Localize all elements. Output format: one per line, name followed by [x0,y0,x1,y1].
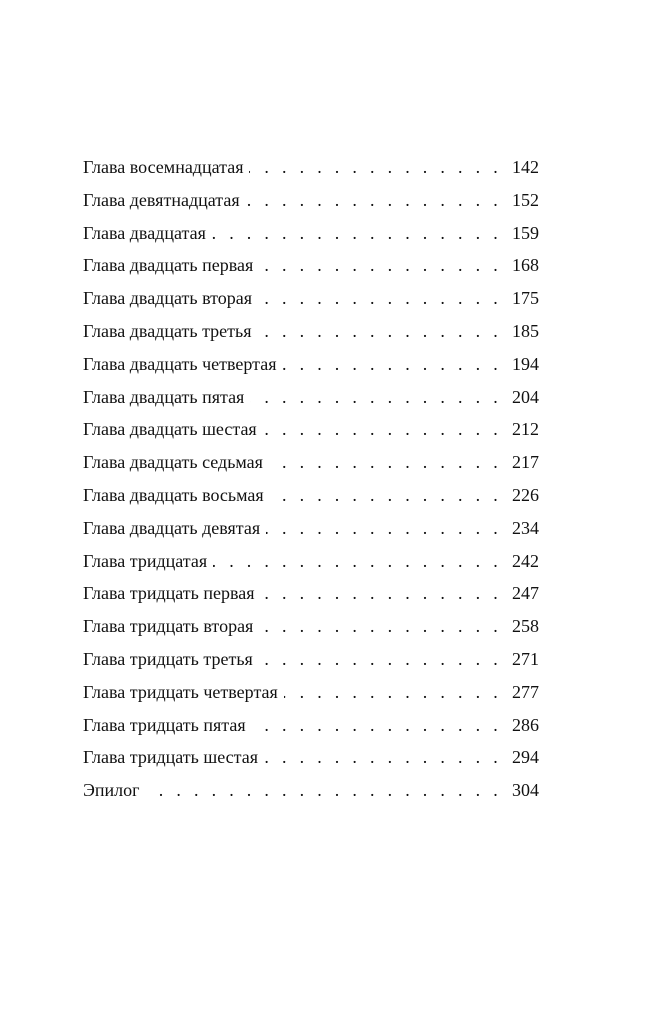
toc-entry [83,217,539,250]
toc-dot-leader [258,282,502,315]
toc-entry-page: 277 [512,681,539,702]
toc-entry [83,151,539,184]
toc-entry-title: Глава двадцать пятая [83,386,245,407]
toc-entry-page: 168 [512,255,539,276]
toc-dot-leader [261,577,502,610]
toc-entry-title: Глава тридцать третья [83,648,253,669]
toc-entry [83,774,539,807]
toc-entry-title: Глава двадцать восьмая [83,484,264,505]
toc-entry [83,282,539,315]
toc-dot-leader [269,446,502,479]
toc-entry-title: Глава двадцать шестая [83,419,257,440]
toc-dot-leader [263,413,502,446]
table-of-contents [83,151,539,807]
toc-dot-leader [259,610,502,643]
toc-entry [83,184,539,217]
toc-entry-page: 212 [512,419,539,440]
toc-entry-page: 294 [512,747,539,768]
toc-entry-title: Глава тридцать шестая [83,747,259,768]
toc-entry-title: Глава тридцать вторая [83,616,254,637]
toc-dot-leader [250,381,502,414]
toc-entry [83,545,539,578]
toc-entry [83,413,539,446]
toc-entry [83,512,539,545]
toc-entry-page: 217 [512,452,539,473]
toc-dot-leader [259,249,502,282]
toc-dot-leader [282,348,502,381]
toc-entry-page: 159 [512,222,539,243]
toc-entry [83,315,539,348]
toc-entry [83,610,539,643]
toc-dot-leader [284,676,502,709]
toc-entry-page: 142 [512,157,539,177]
toc-entry-page: 242 [512,550,539,571]
toc-entry-title: Глава тридцать первая [83,583,255,604]
toc-entry-page: 258 [512,616,539,637]
toc-dot-leader [249,151,502,184]
toc-entry-title: Глава двадцать девятая [83,517,261,538]
toc-entry-title: Глава двадцать вторая [83,288,253,309]
toc-entry-page: 226 [512,484,539,505]
toc-dot-leader [252,709,502,742]
toc-dot-leader [266,512,502,545]
toc-dot-leader [212,217,502,250]
toc-dot-leader [246,184,502,217]
toc-entry [83,249,539,282]
toc-entry-title: Глава восемнадцатая [83,157,244,177]
toc-entry-title: Глава тридцать пятая [83,714,246,735]
toc-entry [83,479,539,512]
toc-entry [83,446,539,479]
toc-entry-title: Глава двадцать третья [83,320,252,341]
toc-entry [83,676,539,709]
toc-entry [83,709,539,742]
toc-entry-page: 234 [512,517,539,538]
toc-entry-page: 175 [512,288,539,309]
toc-entry [83,348,539,381]
toc-entry [83,381,539,414]
toc-entry-title: Глава двадцать четвертая [83,353,277,374]
toc-dot-leader [258,315,502,348]
toc-entry-page: 286 [512,714,539,735]
toc-entry-page: 194 [512,353,539,374]
toc-entry-page: 247 [512,583,539,604]
toc-dot-leader [264,741,502,774]
toc-entry [83,643,539,676]
toc-entry-title: Глава девятнадцатая [83,189,240,210]
toc-entry-page: 185 [512,320,539,341]
toc-entry-title: Глава двадцать первая [83,255,254,276]
toc-entry-title: Эпилог [83,780,140,801]
toc-entry [83,741,539,774]
toc-entry-page: 204 [512,386,539,407]
toc-entry-page: 304 [512,780,539,801]
toc-entry-page: 271 [512,648,539,669]
toc-dot-leader [146,774,502,807]
toc-dot-leader [270,479,502,512]
toc-dot-leader [259,643,502,676]
toc-entry-title: Глава тридцатая [83,550,208,571]
toc-entry-page: 152 [512,189,539,210]
toc-entry-title: Глава двадцать седьмая [83,452,263,473]
toc-entry-title: Глава двадцатая [83,222,206,243]
toc-dot-leader [213,545,502,578]
toc-entry-title: Глава тридцать четвертая [83,681,278,702]
toc-entry [83,577,539,610]
